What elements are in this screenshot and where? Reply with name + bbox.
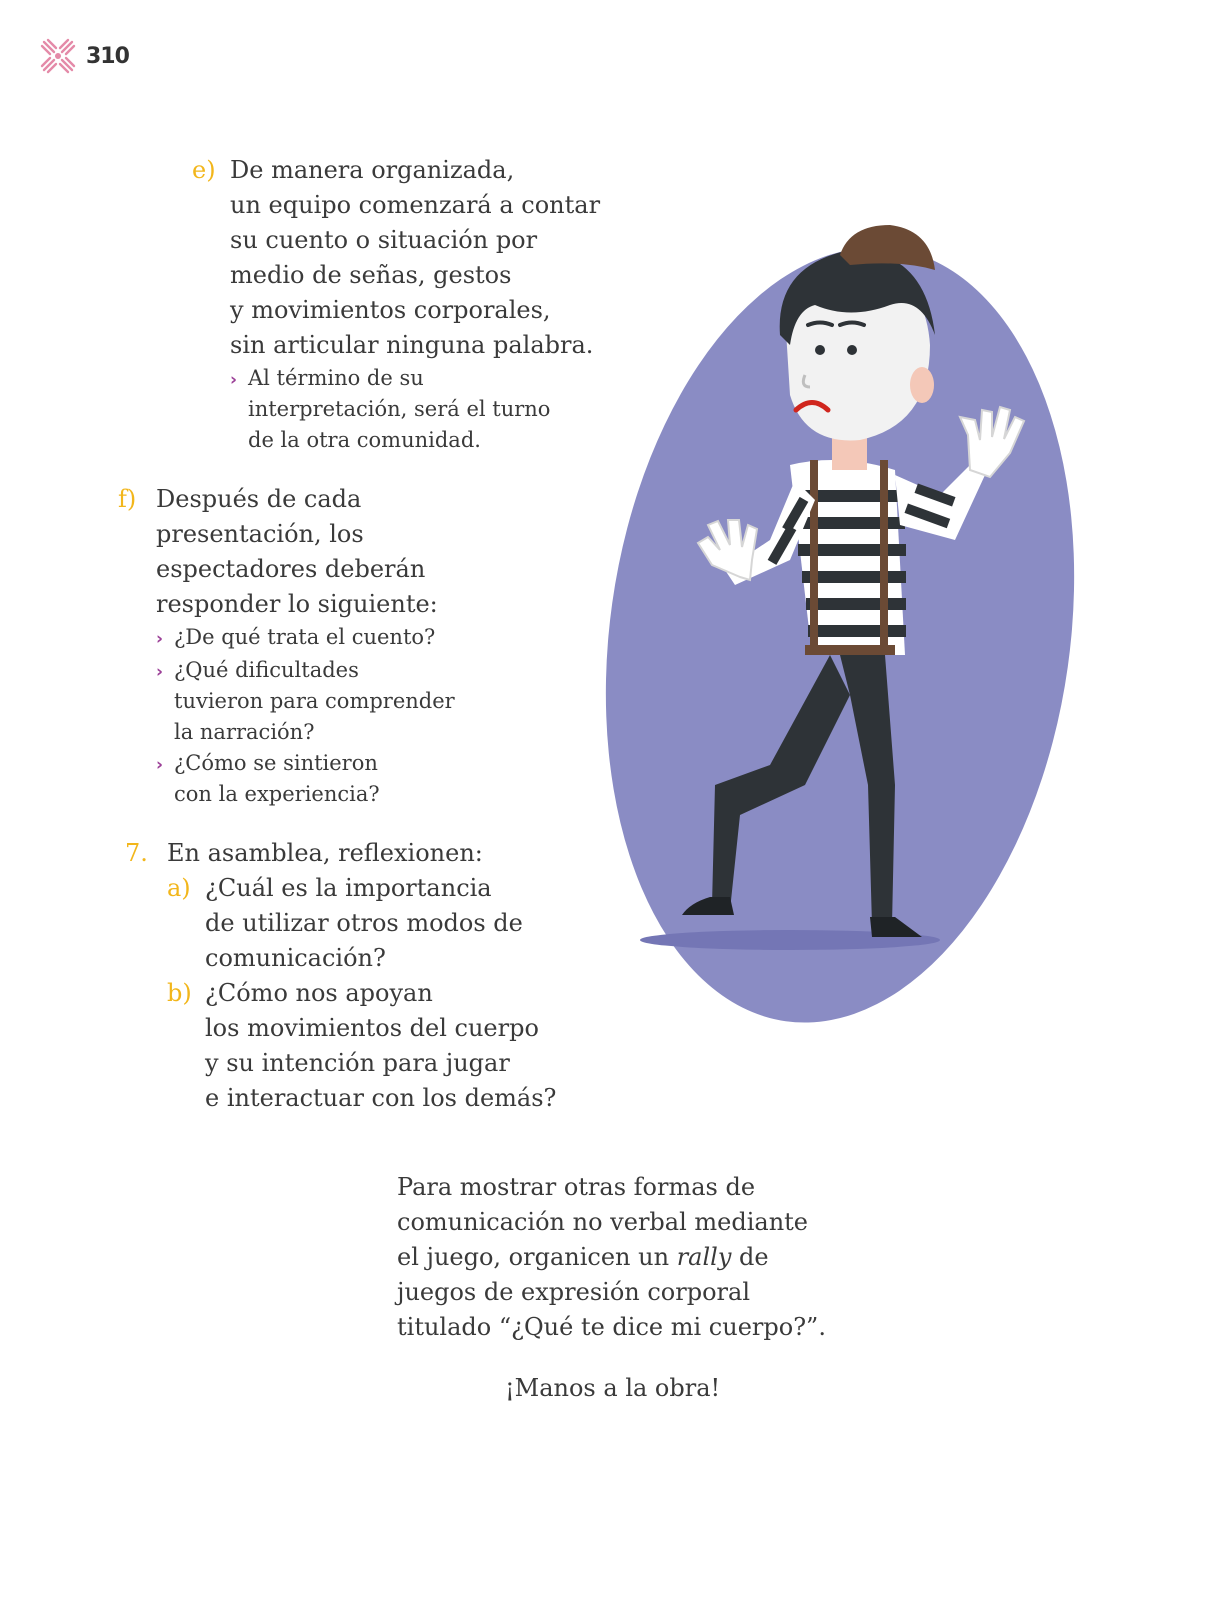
bullet-line: ¿De qué trata el cuento? — [174, 625, 436, 649]
bullet-line: la narración? — [174, 720, 315, 744]
closing-line: Para mostrar otras formas de — [397, 1173, 756, 1201]
item-7a-label: a) — [167, 874, 191, 902]
list-item — [156, 748, 455, 810]
item-f-line: espectadores deberán — [156, 555, 426, 583]
item-f-line: presentación, los — [156, 520, 364, 548]
item-7b — [167, 976, 556, 1116]
item-e-line: y movimientos corporales, — [230, 296, 551, 324]
chevron-right-icon: › — [156, 662, 164, 682]
decorative-star-icon — [40, 38, 76, 74]
item-7b-label: b) — [167, 979, 192, 1007]
closing-emphasis: rally — [676, 1243, 732, 1271]
item-f — [118, 482, 455, 810]
call-to-action: ¡Manos a la obra! — [505, 1374, 721, 1402]
item-7b-line: y su intención para jugar — [205, 1049, 510, 1077]
closing-line: titulado “¿Qué te dice mi cuerpo?”. — [397, 1313, 826, 1341]
item-7-label: 7. — [125, 839, 148, 867]
mime-illustration — [600, 225, 1080, 1035]
list-item — [156, 622, 455, 655]
closing-text: de — [731, 1243, 769, 1271]
page-number: 310 — [86, 43, 129, 69]
page-header — [40, 38, 129, 74]
item-e-line: su cuento o situación por — [230, 226, 538, 254]
item-e-line: un equipo comenzará a contar — [230, 191, 601, 219]
item-f-line: Después de cada — [156, 485, 362, 513]
list-item — [230, 363, 600, 456]
bullet-line: Al término de su — [248, 366, 424, 390]
item-7a — [167, 871, 556, 976]
item-e-line: sin articular ninguna palabra. — [230, 331, 594, 359]
chevron-right-icon: › — [156, 629, 164, 649]
item-7b-line: ¿Cómo nos apoyan — [205, 979, 433, 1007]
item-7b-line: los movimientos del cuerpo — [205, 1014, 539, 1042]
item-7a-line: de utilizar otros modos de — [205, 909, 523, 937]
bullet-line: con la experiencia? — [174, 782, 380, 806]
closing-line — [397, 1240, 826, 1275]
bullet-line: interpretación, será el turno — [248, 397, 551, 421]
item-e-line: medio de señas, gestos — [230, 261, 512, 289]
bullet-line: ¿Cómo se sintieron — [174, 751, 378, 775]
closing-line: juegos de expresión corporal — [397, 1278, 750, 1306]
item-7a-line: ¿Cuál es la importancia — [205, 874, 492, 902]
chevron-right-icon: › — [156, 755, 164, 775]
closing-paragraph — [397, 1170, 826, 1345]
bullet-line: de la otra comunidad. — [248, 428, 481, 452]
item-f-label: f) — [118, 485, 137, 513]
item-7b-line: e interactuar con los demás? — [205, 1084, 557, 1112]
item-7a-line: comunicación? — [205, 944, 386, 972]
closing-text: el juego, organicen un — [397, 1243, 677, 1271]
item-f-line: responder lo siguiente: — [156, 590, 438, 618]
list-item — [156, 655, 455, 748]
closing-line: comunicación no verbal mediante — [397, 1208, 808, 1236]
item-e — [192, 153, 600, 456]
item-e-line: De manera organizada, — [230, 156, 515, 184]
item-7-text: En asamblea, reflexionen: — [167, 839, 483, 867]
bullet-line: ¿Qué dificultades — [174, 658, 359, 682]
chevron-right-icon: › — [230, 370, 238, 390]
item-7 — [125, 836, 556, 1116]
item-e-label: e) — [192, 156, 216, 184]
bullet-line: tuvieron para comprender — [174, 689, 455, 713]
